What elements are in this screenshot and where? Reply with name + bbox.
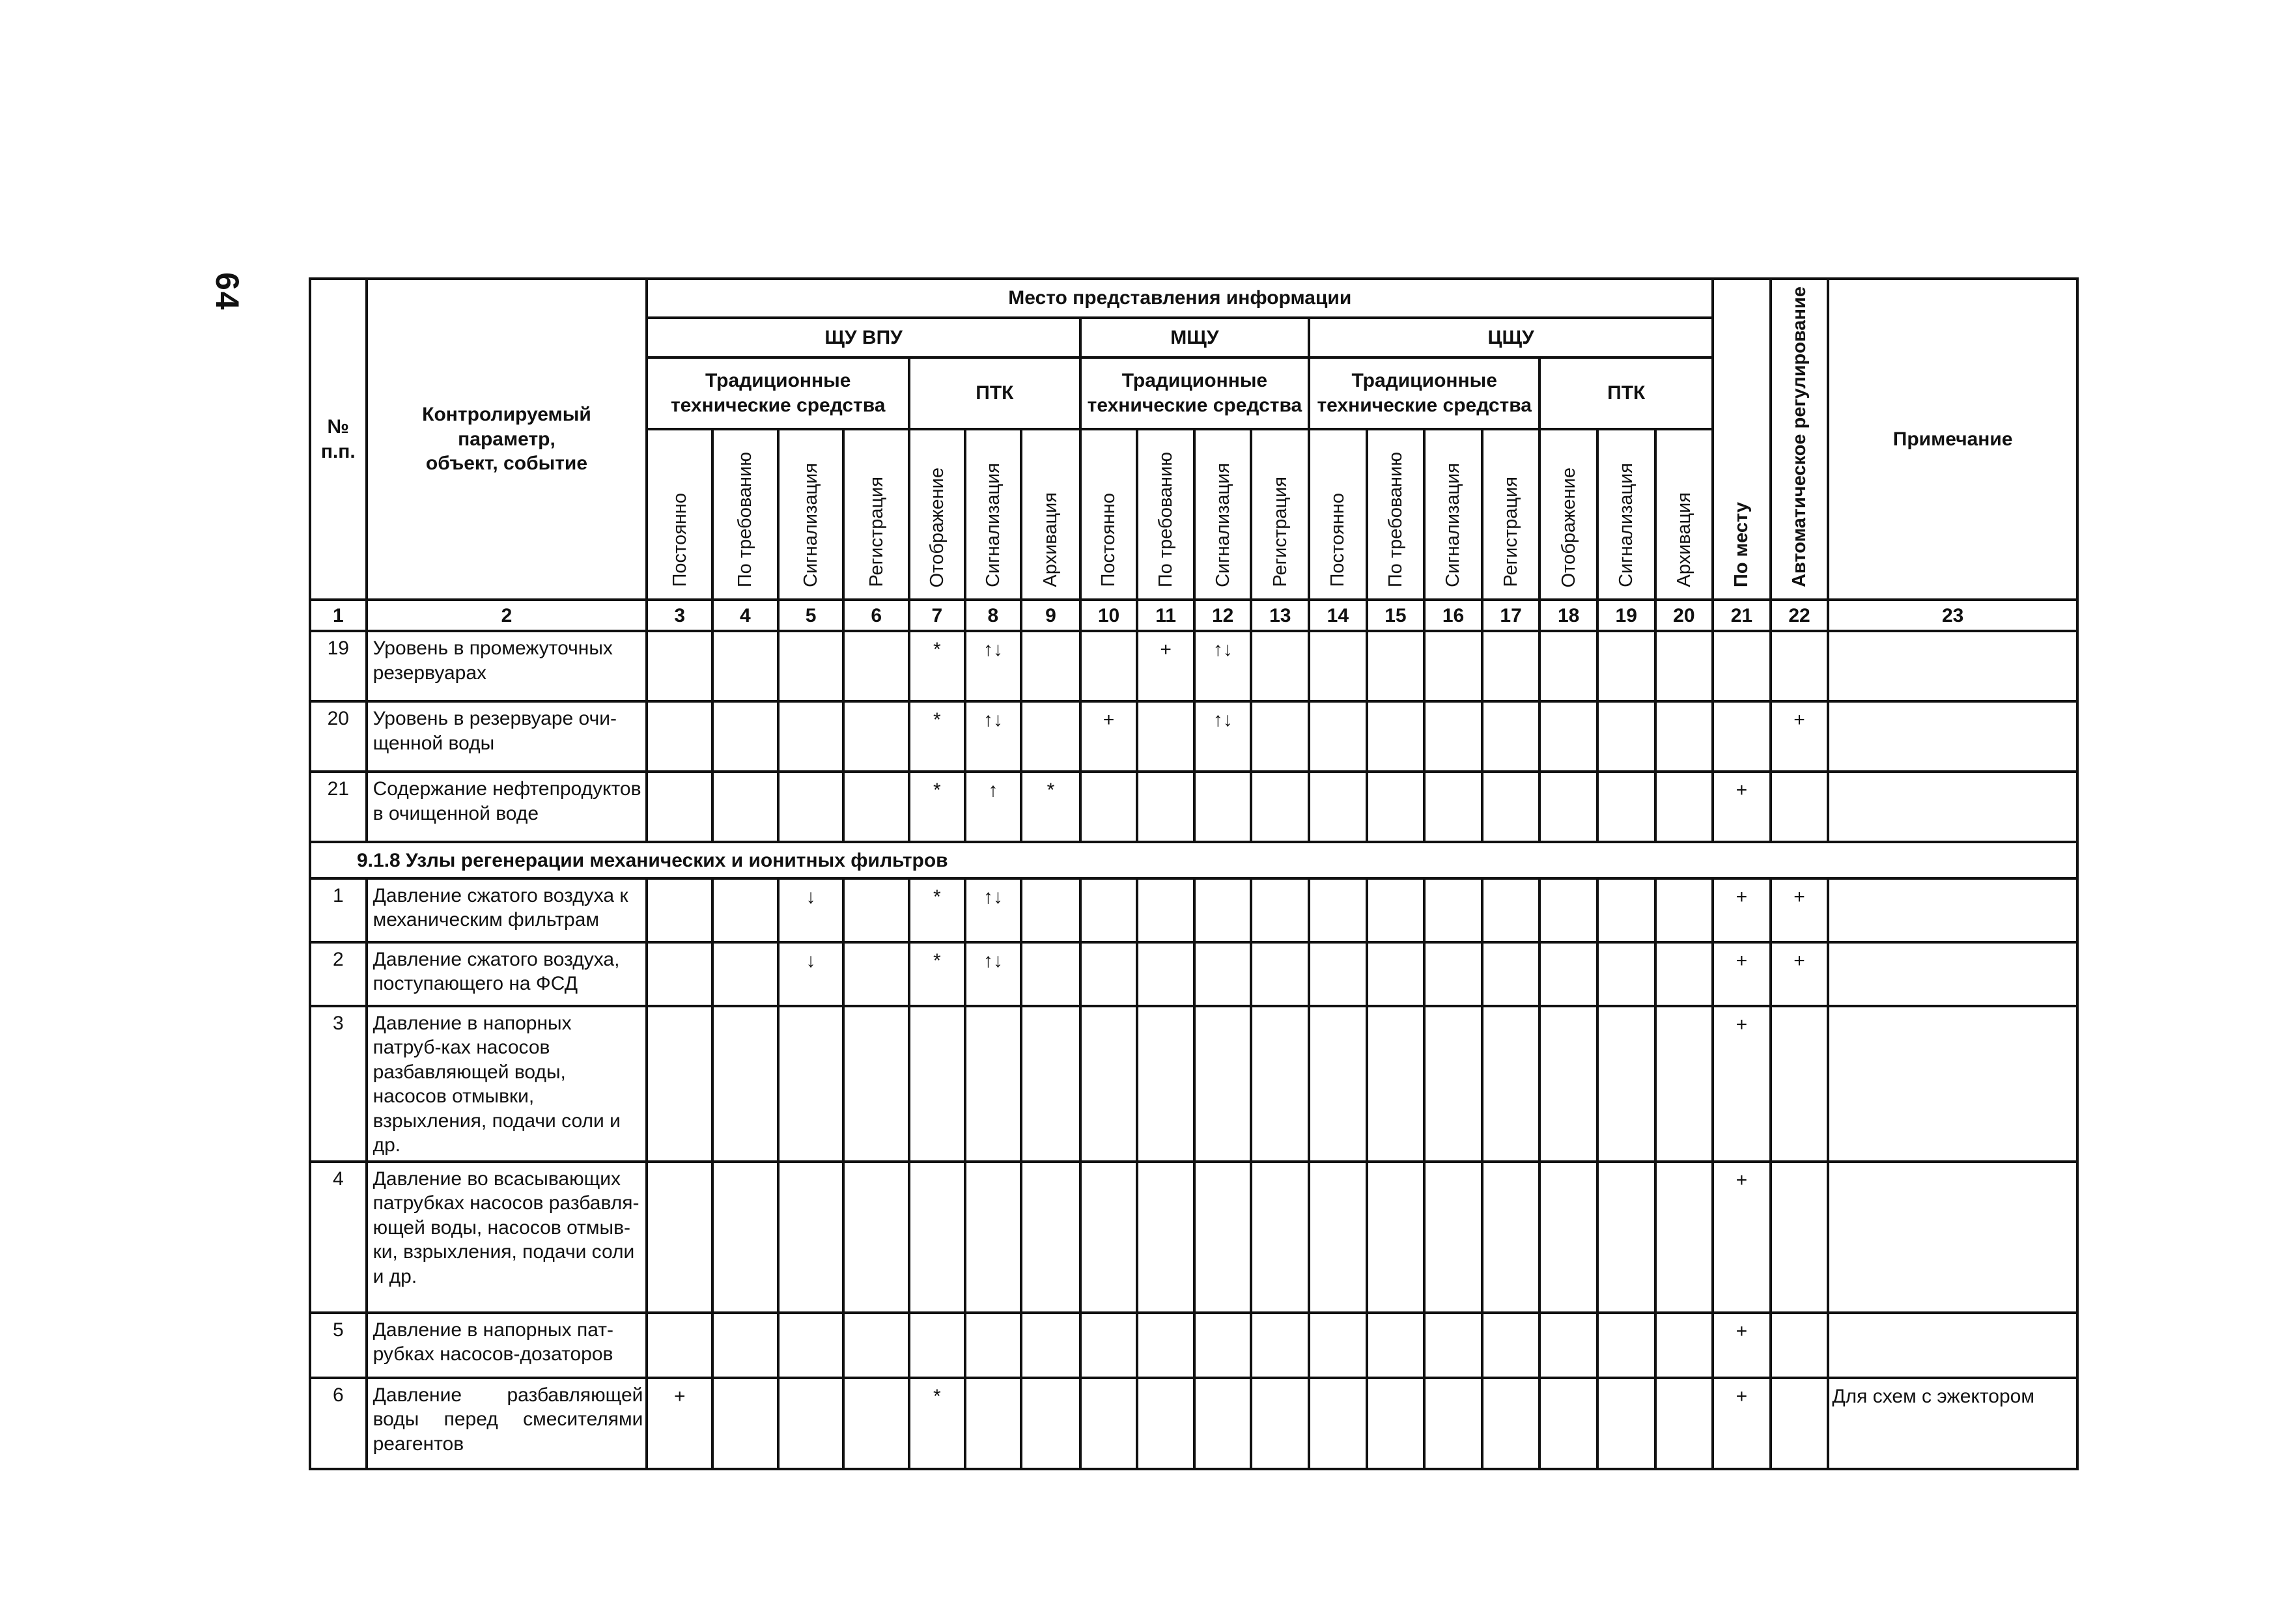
cell-c14 [1309, 1006, 1367, 1162]
cell-c19 [1597, 631, 1655, 701]
sub-c12: Сигнализация [1194, 429, 1252, 600]
cell-c12 [1194, 942, 1252, 1006]
cell-c7: * [909, 701, 965, 772]
cell-c10 [1080, 1313, 1138, 1378]
cell-c18 [1539, 1378, 1597, 1469]
cell-c4 [712, 1378, 778, 1469]
column-number: 20 [1655, 600, 1713, 631]
column-number: 9 [1021, 600, 1080, 631]
data-table [309, 277, 2079, 1470]
cell-c19 [1597, 701, 1655, 772]
cell-c14 [1309, 1313, 1367, 1378]
sub-c11: По требованию [1137, 429, 1194, 600]
cell-c11 [1137, 772, 1194, 842]
column-number: 19 [1597, 600, 1655, 631]
cell-c20 [1655, 1378, 1713, 1469]
cell-c18 [1539, 772, 1597, 842]
header-col-param: Контролируемый параметр, объект, событие [367, 279, 647, 600]
cell-c5 [778, 772, 844, 842]
row-note [1828, 1162, 2077, 1313]
cell-c15 [1367, 701, 1425, 772]
cell-c20 [1655, 701, 1713, 772]
cell-c14 [1309, 878, 1367, 942]
cell-c14 [1309, 1162, 1367, 1313]
column-number: 4 [712, 600, 778, 631]
cell-c4 [712, 772, 778, 842]
section-row [310, 842, 2077, 878]
sub-c17: Регистрация [1482, 429, 1540, 600]
table-row [310, 1006, 2077, 1162]
cell-c10 [1080, 1162, 1138, 1313]
cell-c8: ↑ [965, 772, 1022, 842]
cell-c5 [778, 1313, 844, 1378]
rows-after-section [310, 878, 2077, 1469]
table-row [310, 1378, 2077, 1469]
cell-c18 [1539, 1162, 1597, 1313]
cell-c18 [1539, 1006, 1597, 1162]
cell-c6 [843, 942, 909, 1006]
cell-c7: * [909, 1378, 965, 1469]
cell-c15 [1367, 1006, 1425, 1162]
cell-c19 [1597, 1378, 1655, 1469]
cell-c7: * [909, 631, 965, 701]
cell-c19 [1597, 942, 1655, 1006]
cell-c19 [1597, 878, 1655, 942]
row-parameter: Уровень в резервуаре очи-щенной воды [367, 701, 647, 772]
cell-c14 [1309, 1378, 1367, 1469]
table-row [310, 701, 2077, 772]
cell-c13 [1251, 878, 1309, 942]
cell-c5: ↓ [778, 942, 844, 1006]
row-parameter: Давление разбавляющей воды перед смесителями реагентов [367, 1378, 647, 1469]
cell-c15 [1367, 1162, 1425, 1313]
header-note: Примечание [1828, 279, 2077, 600]
cell-c18 [1539, 631, 1597, 701]
column-number: 13 [1251, 600, 1309, 631]
page-number: 64 [209, 272, 246, 311]
column-number: 14 [1309, 600, 1367, 631]
row-parameter: Давление в напорных патруб-ках насосов разбавляющей воды, насосов отмывки, взрыхления, подачи соли и др. [367, 1006, 647, 1162]
cell-c3 [647, 1162, 712, 1313]
cell-c20 [1655, 878, 1713, 942]
column-number: 11 [1137, 600, 1194, 631]
cell-c11 [1137, 1378, 1194, 1469]
cell-c9 [1021, 942, 1080, 1006]
cell-c8 [965, 1162, 1022, 1313]
row-number: 6 [310, 1378, 367, 1469]
sub-c19: Сигнализация [1597, 429, 1655, 600]
cell-c10: + [1080, 701, 1138, 772]
row-note [1828, 631, 2077, 701]
cell-c3 [647, 1313, 712, 1378]
table-row [310, 942, 2077, 1006]
sub-c7: Отображение [909, 429, 965, 600]
cell-c17 [1482, 1378, 1540, 1469]
cell-c22 [1771, 1162, 1829, 1313]
row-note: Для схем с эжектором [1828, 1378, 2077, 1469]
cell-c13 [1251, 942, 1309, 1006]
cell-c21: + [1713, 1313, 1771, 1378]
cell-c10 [1080, 1006, 1138, 1162]
cell-c10 [1080, 878, 1138, 942]
cell-c3 [647, 1006, 712, 1162]
cell-c4 [712, 1162, 778, 1313]
sub-c10: Постоянно [1080, 429, 1138, 600]
cell-c12 [1194, 1162, 1252, 1313]
cell-c18 [1539, 701, 1597, 772]
cell-c10 [1080, 942, 1138, 1006]
sub-c6: Регистрация [843, 429, 909, 600]
cell-c21: + [1713, 942, 1771, 1006]
cell-c9 [1021, 1006, 1080, 1162]
cell-c6 [843, 878, 909, 942]
row-number: 3 [310, 1006, 367, 1162]
cell-c13 [1251, 631, 1309, 701]
cell-c18 [1539, 942, 1597, 1006]
cell-c8: ↑↓ [965, 878, 1022, 942]
cell-c12: ↑↓ [1194, 631, 1252, 701]
cell-c7 [909, 1162, 965, 1313]
cell-c17 [1482, 631, 1540, 701]
cell-c9 [1021, 631, 1080, 701]
cell-c20 [1655, 631, 1713, 701]
header-place-title: Место представления информации [647, 279, 1713, 318]
cell-c21: + [1713, 1378, 1771, 1469]
sub-c5: Сигнализация [778, 429, 844, 600]
sub-c4: По требованию [712, 429, 778, 600]
cell-c4 [712, 631, 778, 701]
header-trad-tech-2: Традиционные технические средства [1080, 357, 1309, 429]
cell-c16 [1424, 942, 1482, 1006]
cell-c15 [1367, 772, 1425, 842]
cell-c6 [843, 631, 909, 701]
cell-c15 [1367, 878, 1425, 942]
cell-c17 [1482, 701, 1540, 772]
cell-c16 [1424, 701, 1482, 772]
cell-c5 [778, 631, 844, 701]
cell-c3 [647, 772, 712, 842]
cell-c19 [1597, 1006, 1655, 1162]
sub-c16: Сигнализация [1424, 429, 1482, 600]
header-on-site: По месту [1713, 279, 1771, 600]
row-number: 1 [310, 878, 367, 942]
cell-c11 [1137, 1006, 1194, 1162]
row-number: 21 [310, 772, 367, 842]
cell-c7 [909, 1006, 965, 1162]
cell-c12: ↑↓ [1194, 701, 1252, 772]
column-number: 3 [647, 600, 712, 631]
cell-c5 [778, 1378, 844, 1469]
cell-c14 [1309, 772, 1367, 842]
cell-c22: + [1771, 878, 1829, 942]
cell-c14 [1309, 942, 1367, 1006]
cell-c16 [1424, 772, 1482, 842]
cell-c5 [778, 1006, 844, 1162]
cell-c18 [1539, 878, 1597, 942]
cell-c9 [1021, 1313, 1080, 1378]
column-number: 10 [1080, 600, 1138, 631]
cell-c19 [1597, 1162, 1655, 1313]
row-parameter: Давление во всасывающих патрубках насосов разбавля-ющей воды, насосов отмыв-ки, взрыхления, подачи соли и др. [367, 1162, 647, 1313]
row-note [1828, 878, 2077, 942]
cell-c6 [843, 701, 909, 772]
cell-c13 [1251, 772, 1309, 842]
cell-c13 [1251, 1006, 1309, 1162]
cell-c5: ↓ [778, 878, 844, 942]
row-parameter: Давление сжатого воздуха, поступающего на ФСД [367, 942, 647, 1006]
cell-c8: ↑↓ [965, 942, 1022, 1006]
table-row [310, 878, 2077, 942]
cell-c10 [1080, 631, 1138, 701]
cell-c13 [1251, 701, 1309, 772]
column-number: 1 [310, 600, 367, 631]
table-row [310, 631, 2077, 701]
cell-c16 [1424, 878, 1482, 942]
cell-c3 [647, 631, 712, 701]
cell-c3 [647, 701, 712, 772]
cell-c9 [1021, 1378, 1080, 1469]
column-number: 8 [965, 600, 1022, 631]
header-trad-tech-1: Традиционные технические средства [647, 357, 909, 429]
cell-c20 [1655, 1313, 1713, 1378]
column-number: 23 [1828, 600, 2077, 631]
cell-c6 [843, 1313, 909, 1378]
column-number: 12 [1194, 600, 1252, 631]
cell-c12 [1194, 1006, 1252, 1162]
cell-c3 [647, 942, 712, 1006]
column-number: 5 [778, 600, 844, 631]
row-parameter: Уровень в промежуточных резервуарах [367, 631, 647, 701]
cell-c22 [1771, 1313, 1829, 1378]
cell-c16 [1424, 631, 1482, 701]
cell-c7: * [909, 772, 965, 842]
cell-c8 [965, 1378, 1022, 1469]
sub-c8: Сигнализация [965, 429, 1022, 600]
column-number: 18 [1539, 600, 1597, 631]
cell-c15 [1367, 942, 1425, 1006]
header-group-mshchu: МЩУ [1080, 318, 1309, 357]
cell-c10 [1080, 772, 1138, 842]
row-parameter: Содержание нефтепродуктов в очищенной воде [367, 772, 647, 842]
cell-c9 [1021, 1162, 1080, 1313]
cell-c3 [647, 878, 712, 942]
cell-c18 [1539, 1313, 1597, 1378]
sub-c15: По требованию [1367, 429, 1425, 600]
row-note [1828, 942, 2077, 1006]
row-note [1828, 772, 2077, 842]
cell-c17 [1482, 1006, 1540, 1162]
cell-c22 [1771, 1378, 1829, 1469]
row-note [1828, 701, 2077, 772]
column-number: 16 [1424, 600, 1482, 631]
column-number: 15 [1367, 600, 1425, 631]
cell-c21: + [1713, 878, 1771, 942]
cell-c12 [1194, 878, 1252, 942]
cell-c8: ↑↓ [965, 701, 1022, 772]
row-parameter: Давление сжатого воздуха к механическим фильтрам [367, 878, 647, 942]
cell-c5 [778, 701, 844, 772]
cell-c7: * [909, 878, 965, 942]
cell-c3: + [647, 1378, 712, 1469]
cell-c13 [1251, 1313, 1309, 1378]
cell-c12 [1194, 1313, 1252, 1378]
cell-c16 [1424, 1006, 1482, 1162]
cell-c20 [1655, 772, 1713, 842]
cell-c11 [1137, 701, 1194, 772]
cell-c22 [1771, 631, 1829, 701]
cell-c7 [909, 1313, 965, 1378]
sub-c20: Архивация [1655, 429, 1713, 600]
sub-c14: Постоянно [1309, 429, 1367, 600]
cell-c9 [1021, 701, 1080, 772]
header-col-no: № п.п. [310, 279, 367, 600]
column-number-row [310, 600, 2077, 631]
cell-c11: + [1137, 631, 1194, 701]
cell-c7: * [909, 942, 965, 1006]
sub-c18: Отображение [1539, 429, 1597, 600]
table-row [310, 772, 2077, 842]
header-ptk-1: ПТК [909, 357, 1080, 429]
cell-c20 [1655, 942, 1713, 1006]
cell-c19 [1597, 772, 1655, 842]
cell-c22 [1771, 1006, 1829, 1162]
cell-c4 [712, 1313, 778, 1378]
cell-c21 [1713, 701, 1771, 772]
cell-c21: + [1713, 772, 1771, 842]
column-number: 7 [909, 600, 965, 631]
row-number: 19 [310, 631, 367, 701]
cell-c16 [1424, 1378, 1482, 1469]
cell-c9: * [1021, 772, 1080, 842]
row-number: 4 [310, 1162, 367, 1313]
cell-c17 [1482, 942, 1540, 1006]
cell-c22: + [1771, 942, 1829, 1006]
cell-c9 [1021, 878, 1080, 942]
column-number: 22 [1771, 600, 1829, 631]
cell-c21: + [1713, 1162, 1771, 1313]
cell-c15 [1367, 1313, 1425, 1378]
cell-c8: ↑↓ [965, 631, 1022, 701]
cell-c15 [1367, 1378, 1425, 1469]
cell-c8 [965, 1313, 1022, 1378]
cell-c11 [1137, 878, 1194, 942]
cell-c6 [843, 1378, 909, 1469]
cell-c8 [965, 1006, 1022, 1162]
header-trad-tech-3: Традиционные технические средства [1309, 357, 1539, 429]
sub-c13: Регистрация [1251, 429, 1309, 600]
cell-c6 [843, 1162, 909, 1313]
cell-c16 [1424, 1162, 1482, 1313]
cell-c11 [1137, 942, 1194, 1006]
cell-c11 [1137, 1313, 1194, 1378]
cell-c12 [1194, 1378, 1252, 1469]
cell-c13 [1251, 1378, 1309, 1469]
table-row [310, 1313, 2077, 1378]
cell-c19 [1597, 1313, 1655, 1378]
cell-c6 [843, 1006, 909, 1162]
cell-c17 [1482, 1313, 1540, 1378]
cell-c4 [712, 942, 778, 1006]
cell-c17 [1482, 1162, 1540, 1313]
header-group-tsshchu: ЦЩУ [1309, 318, 1713, 357]
cell-c16 [1424, 1313, 1482, 1378]
cell-c14 [1309, 631, 1367, 701]
cell-c11 [1137, 1162, 1194, 1313]
cell-c14 [1309, 701, 1367, 772]
cell-c4 [712, 878, 778, 942]
header-auto-reg: Автоматическое регулирование [1771, 279, 1829, 600]
section-title: 9.1.8 Узлы регенерации механических и ионитных фильтров [310, 842, 2077, 878]
header-row-1 [310, 279, 2077, 318]
cell-c5 [778, 1162, 844, 1313]
table-row [310, 1162, 2077, 1313]
cell-c12 [1194, 772, 1252, 842]
cell-c21: + [1713, 1006, 1771, 1162]
row-note [1828, 1006, 2077, 1162]
cell-c21 [1713, 631, 1771, 701]
column-number: 2 [367, 600, 647, 631]
cell-c20 [1655, 1162, 1713, 1313]
cell-c4 [712, 701, 778, 772]
column-number: 6 [843, 600, 909, 631]
row-parameter: Давление в напорных пат-рубках насосов-дозаторов [367, 1313, 647, 1378]
cell-c13 [1251, 1162, 1309, 1313]
sub-c9: Архивация [1021, 429, 1080, 600]
cell-c20 [1655, 1006, 1713, 1162]
cell-c4 [712, 1006, 778, 1162]
rows-before-section [310, 631, 2077, 842]
cell-c22 [1771, 772, 1829, 842]
cell-c22: + [1771, 701, 1829, 772]
column-number: 17 [1482, 600, 1540, 631]
cell-c17 [1482, 772, 1540, 842]
cell-c17 [1482, 878, 1540, 942]
header-group-shchu: ЩУ ВПУ [647, 318, 1080, 357]
row-number: 2 [310, 942, 367, 1006]
cell-c10 [1080, 1378, 1138, 1469]
sub-c3: Постоянно [647, 429, 712, 600]
row-number: 5 [310, 1313, 367, 1378]
header-ptk-2: ПТК [1539, 357, 1713, 429]
column-number: 21 [1713, 600, 1771, 631]
cell-c6 [843, 772, 909, 842]
row-number: 20 [310, 701, 367, 772]
cell-c15 [1367, 631, 1425, 701]
row-note [1828, 1313, 2077, 1378]
